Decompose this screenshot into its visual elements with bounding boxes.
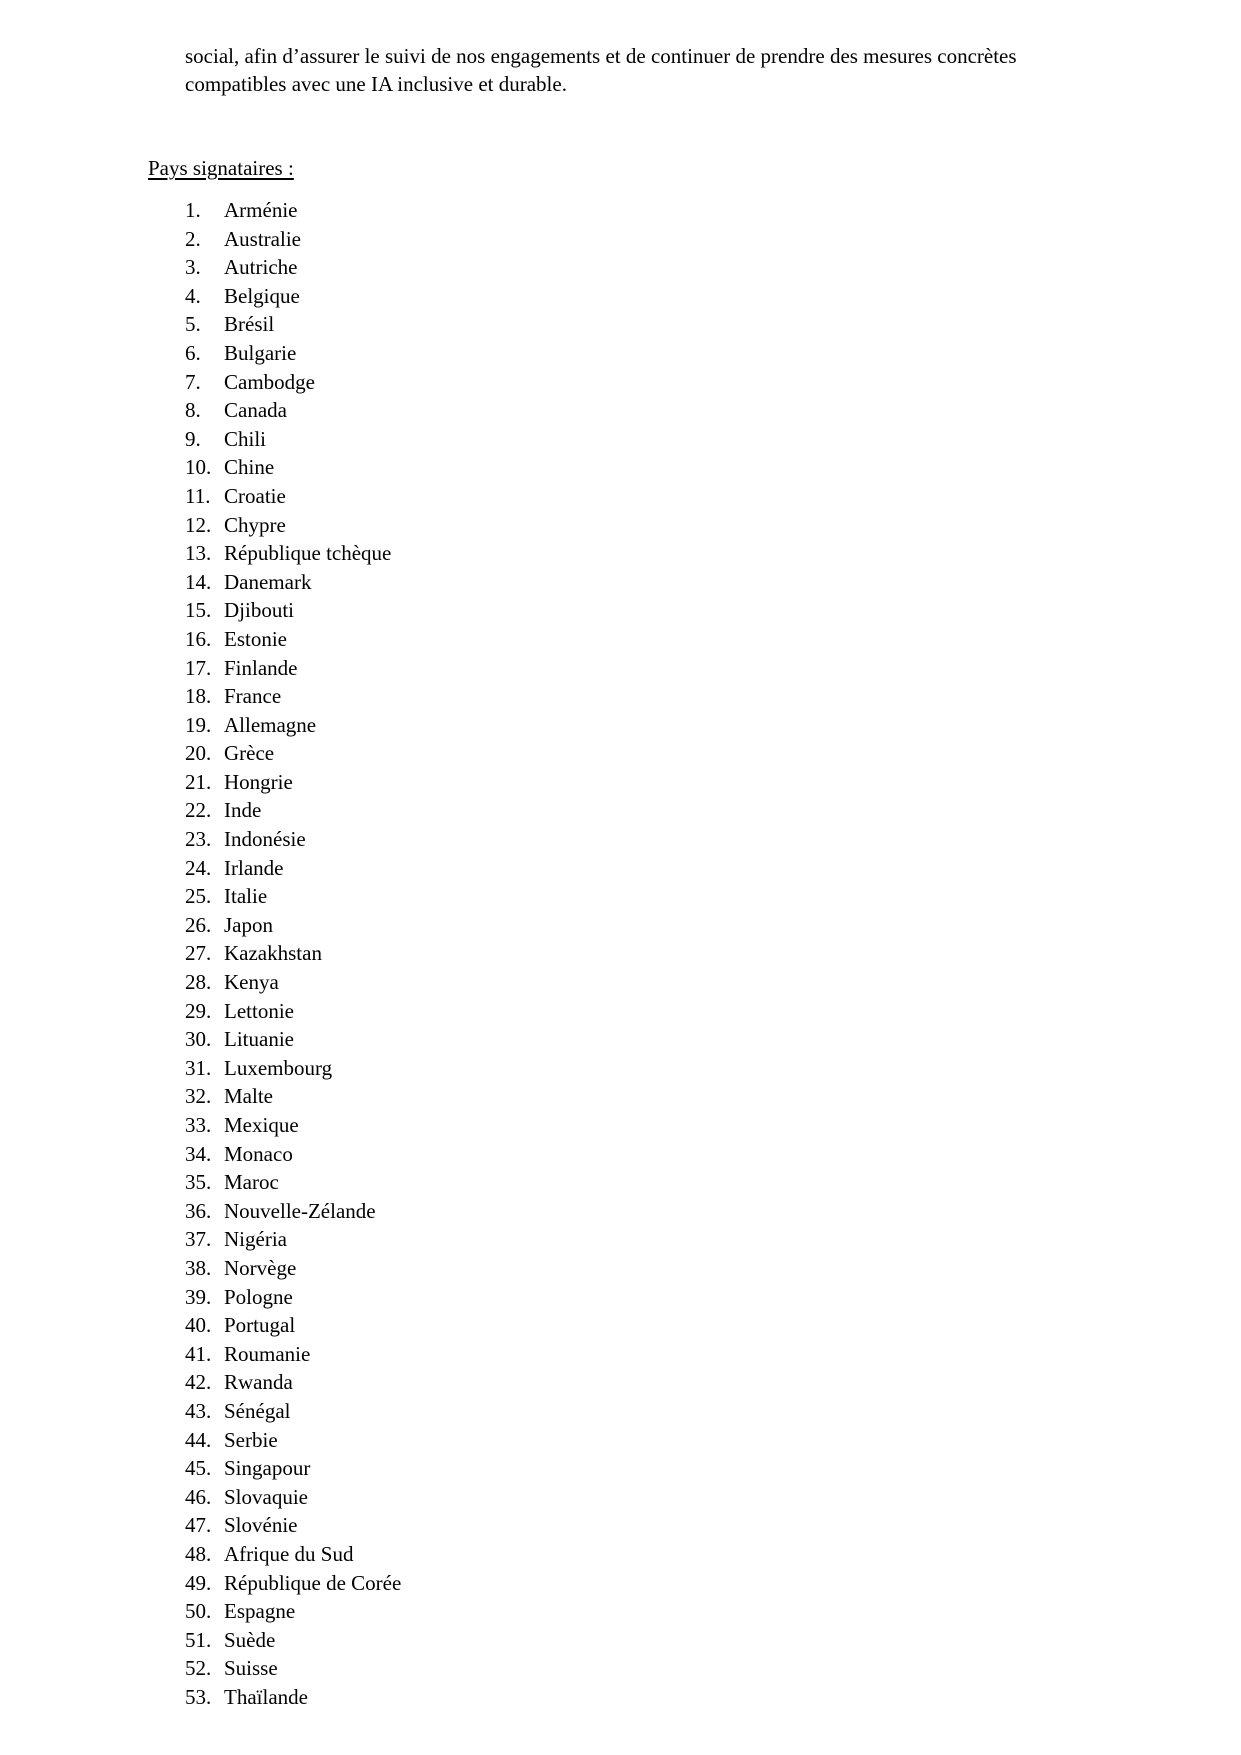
signatories-heading: Pays signataires : (148, 156, 294, 180)
country-number: 51. (185, 1627, 212, 1652)
country-list-item (185, 997, 401, 1026)
country-list-item (185, 1283, 401, 1312)
country-number: 10. (185, 455, 212, 480)
country-list-item (185, 396, 401, 425)
country-name: Croatie (224, 483, 286, 508)
country-list-item (185, 1111, 401, 1140)
country-list-item (185, 711, 401, 740)
country-name: Japon (224, 912, 273, 937)
country-name: Danemark (224, 569, 312, 594)
country-list-item (185, 339, 401, 368)
country-number: 25. (185, 884, 212, 909)
country-number: 24. (185, 855, 212, 880)
country-name: France (224, 684, 282, 709)
country-number: 40. (185, 1313, 212, 1338)
country-name: Djibouti (224, 598, 295, 623)
country-name: Bulgarie (224, 340, 297, 365)
country-list-item (185, 1540, 401, 1569)
country-name: Inde (224, 798, 262, 823)
country-list-item (185, 310, 401, 339)
country-name: Afrique du Sud (224, 1541, 354, 1566)
country-number: 50. (185, 1599, 212, 1624)
country-name: Australie (224, 226, 301, 251)
country-name: Canada (224, 398, 287, 423)
country-list-item (185, 1654, 401, 1683)
country-list-item (185, 1025, 401, 1054)
country-list-item (185, 225, 401, 254)
country-name: Suisse (224, 1656, 278, 1681)
country-number: 31. (185, 1055, 212, 1080)
country-number: 42. (185, 1370, 212, 1395)
country-name: Slovénie (224, 1513, 298, 1538)
country-name: République de Corée (224, 1570, 402, 1595)
country-list-item (185, 1597, 401, 1626)
intro-paragraph (185, 42, 1125, 98)
country-list-item (185, 825, 401, 854)
country-number: 49. (185, 1570, 212, 1595)
country-list-item (185, 968, 401, 997)
country-list-item (185, 654, 401, 683)
country-number: 22. (185, 798, 212, 823)
country-list-item (185, 1397, 401, 1426)
country-list-item (185, 196, 401, 225)
country-number: 21. (185, 769, 212, 794)
country-list-item (185, 1054, 401, 1083)
country-name: Portugal (224, 1313, 296, 1338)
country-number: 30. (185, 1027, 212, 1052)
country-list-item (185, 911, 401, 940)
country-number: 5. (185, 312, 201, 337)
country-number: 19. (185, 712, 212, 737)
country-list-item (185, 739, 401, 768)
country-list-item (185, 1311, 401, 1340)
intro-line-1: social, afin d’assurer le suivi de nos engagements et de continuer de prendre des mesures concrètes (185, 44, 1017, 68)
country-list-item (185, 796, 401, 825)
country-list-item (185, 282, 401, 311)
country-list-item (185, 1426, 401, 1455)
country-list-item (185, 1626, 401, 1655)
country-number: 39. (185, 1284, 212, 1309)
country-list-item (185, 1511, 401, 1540)
country-number: 6. (185, 340, 201, 365)
country-name: Brésil (224, 312, 275, 337)
country-name: Estonie (224, 626, 287, 651)
country-number: 33. (185, 1113, 212, 1137)
country-name: Singapour (224, 1456, 311, 1481)
country-name: Chili (224, 426, 267, 451)
country-number: 4. (185, 283, 201, 308)
country-name: Chypre (224, 512, 286, 537)
country-name: Suède (224, 1627, 276, 1652)
country-list-item (185, 682, 401, 711)
country-list-item (185, 1340, 401, 1369)
country-number: 3. (185, 255, 201, 280)
country-list-item (185, 1683, 401, 1712)
country-number: 38. (185, 1255, 212, 1280)
country-number: 35. (185, 1170, 212, 1195)
country-name: Lettonie (224, 998, 294, 1023)
country-list-item (185, 1197, 401, 1226)
country-name: Chine (224, 455, 275, 480)
country-number: 32. (185, 1084, 212, 1109)
country-name: Luxembourg (224, 1055, 333, 1080)
country-number: 18. (185, 684, 212, 709)
country-list-item (185, 1082, 401, 1111)
country-name: Mexique (224, 1113, 299, 1137)
country-name: Irlande (224, 855, 284, 880)
country-name: Malte (224, 1084, 273, 1109)
country-name: Nigéria (224, 1227, 287, 1252)
country-list-item (185, 368, 401, 397)
country-number: 26. (185, 912, 212, 937)
country-list-item (185, 1140, 401, 1169)
country-name: Arménie (224, 198, 298, 222)
country-name: Sénégal (224, 1398, 291, 1423)
country-name: République tchèque (224, 541, 392, 566)
country-list-item (185, 768, 401, 797)
country-number: 53. (185, 1684, 212, 1709)
country-list-item (185, 539, 401, 568)
country-number: 44. (185, 1427, 212, 1452)
country-list-item (185, 425, 401, 454)
intro-line-2: compatibles avec une IA inclusive et durable. (185, 72, 567, 96)
country-number: 9. (185, 426, 201, 451)
country-list-item (185, 1368, 401, 1397)
country-number: 16. (185, 626, 212, 651)
country-list-item (185, 854, 401, 883)
country-number: 17. (185, 655, 212, 680)
country-name: Autriche (224, 255, 298, 280)
country-list-item (185, 882, 401, 911)
country-name: Belgique (224, 283, 300, 308)
country-list-item (185, 1254, 401, 1283)
country-number: 8. (185, 398, 201, 423)
country-list-item (185, 625, 401, 654)
country-list-item (185, 1168, 401, 1197)
country-number: 45. (185, 1456, 212, 1481)
country-list-item (185, 1569, 401, 1598)
country-list-item (185, 453, 401, 482)
country-list-item (185, 1454, 401, 1483)
country-name: Roumanie (224, 1341, 311, 1366)
country-number: 23. (185, 827, 212, 852)
country-list-item (185, 1483, 401, 1512)
country-number: 37. (185, 1227, 212, 1252)
country-list-item (185, 596, 401, 625)
country-name: Italie (224, 884, 268, 909)
country-name: Nouvelle-Zélande (224, 1198, 376, 1223)
country-name: Lituanie (224, 1027, 294, 1052)
country-list (185, 196, 401, 1711)
country-number: 34. (185, 1141, 212, 1166)
country-number: 2. (185, 226, 201, 251)
country-name: Grèce (224, 741, 275, 766)
country-number: 15. (185, 598, 212, 623)
country-name: Norvège (224, 1255, 297, 1280)
country-number: 1. (185, 198, 201, 222)
country-list-item (185, 939, 401, 968)
country-number: 13. (185, 541, 212, 566)
country-number: 27. (185, 941, 212, 966)
country-name: Pologne (224, 1284, 293, 1309)
country-name: Kenya (224, 970, 279, 995)
country-name: Indonésie (224, 827, 306, 852)
country-number: 28. (185, 970, 212, 995)
country-number: 20. (185, 741, 212, 766)
country-name: Allemagne (224, 712, 317, 737)
country-number: 46. (185, 1484, 212, 1509)
country-number: 48. (185, 1541, 212, 1566)
country-name: Slovaquie (224, 1484, 308, 1509)
country-name: Espagne (224, 1599, 296, 1624)
country-number: 29. (185, 998, 212, 1023)
country-name: Monaco (224, 1141, 293, 1166)
country-number: 14. (185, 569, 212, 594)
country-number: 41. (185, 1341, 212, 1366)
country-name: Thaïlande (224, 1684, 308, 1709)
country-name: Maroc (224, 1170, 279, 1195)
country-number: 52. (185, 1656, 212, 1681)
country-number: 47. (185, 1513, 212, 1538)
country-name: Serbie (224, 1427, 278, 1452)
country-number: 7. (185, 369, 201, 394)
country-name: Rwanda (224, 1370, 293, 1395)
country-name: Cambodge (224, 369, 315, 394)
country-list-item (185, 1225, 401, 1254)
country-name: Kazakhstan (224, 941, 322, 966)
country-list-item (185, 511, 401, 540)
country-number: 11. (185, 483, 211, 508)
country-name: Hongrie (224, 769, 293, 794)
country-list-item (185, 253, 401, 282)
country-list-item (185, 482, 401, 511)
country-list-item (185, 568, 401, 597)
country-number: 12. (185, 512, 212, 537)
country-number: 36. (185, 1198, 212, 1223)
country-name: Finlande (224, 655, 298, 680)
country-number: 43. (185, 1398, 212, 1423)
